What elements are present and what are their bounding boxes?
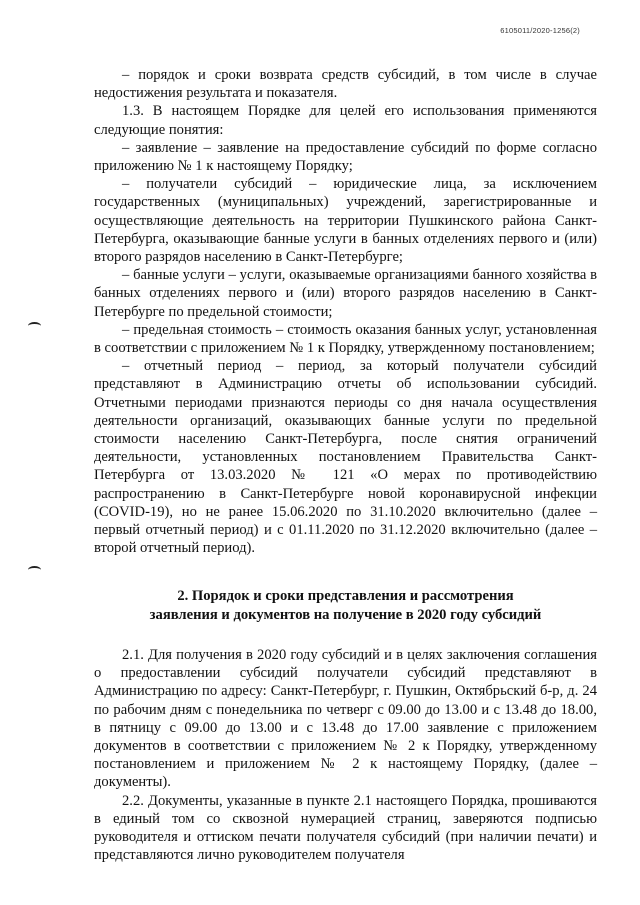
section-heading-line: заявления и документов на получение в 2020 году субсидий <box>149 606 542 623</box>
hole-punch-mark <box>28 566 41 574</box>
paragraph: – банные услуги – услуги, оказываемые организациями банного хозяйства в банных отделениях первого и (или) второго разрядов населению в Санкт-Петербурге по предельной стоимости; <box>94 267 597 320</box>
hole-punch-mark <box>28 322 41 330</box>
paragraph: 2.1. Для получения в 2020 году субсидий и в целях заключения соглашения о предоставлении субсидий получатели субсидий представляют в Администрацию по адресу: Санкт-Петербург, г. Пушкин, Октябрьский б-р, д. 24 по рабочим дням с понедельника по четверг с 09.00 до 13.00 и с 13.48 до 18.00, в пятницу с 09.00 до 13.00 и с 13.48 до 17.00 заявление с приложением документов в соответствии с приложением № 2 к Порядку, утвержденному постановлением и приложением № 2 к настоящему Порядку, (далее – документы). <box>94 646 597 791</box>
document-body <box>94 66 597 864</box>
paragraph: 2.2. Документы, указанные в пункте 2.1 настоящего Порядка, прошиваются в единый том со сквозной нумерацией страниц, заверяются подписью руководителя и оттиском печати получателя субсидий (при наличии печати) и представляются лично руководителем получателя <box>94 792 597 864</box>
paragraph: – предельная стоимость – стоимость оказания банных услуг, установленная в соответствии с приложением № 1 к Порядку, утвержденному постановлением; <box>94 321 597 357</box>
paragraph: – заявление – заявление на предоставление субсидий по форме согласно приложению № 1 к настоящему Порядку; <box>94 139 597 175</box>
paragraph: – получатели субсидий – юридические лица, за исключением государственных (муниципальных) учреждений, зарегистрированные и осуществляющие деятельность на территории Пушкинского района Санкт-Петербурга, оказывающие банные услуги в банных отделениях первого и (или) второго разрядов населению в Санкт-Петербурге; <box>94 176 597 266</box>
document-code: 6105011/2020-1256(2) <box>500 26 580 35</box>
paragraph: – отчетный период – период, за который получатели субсидий представляют в Администрацию отчеты об использовании субсидий. Отчетными периодами признаются периоды со дня начала осуществления деятельности организаций, оказывающих банные услуги по предельной стоимости населению Санкт-Петербурга, после снятия ограничений деятельности, установленных постановлением Правительства Санкт-Петербурга от 13.03.2020 № 121 «О мерах по противодействию распространению в Санкт-Петербурге новой коронавирусной инфекции (COVID-19), но не ранее 15.06.2020 по 31.10.2020 включительно (далее – первый отчетный период) и с 01.11.2020 по 31.12.2020 включительно (далее – второй отчетный период). <box>94 358 597 557</box>
paragraph: – порядок и сроки возврата средств субсидий, в том числе в случае недостижения результата и показателя. <box>94 67 597 102</box>
section-heading-line: 2. Порядок и сроки представления и рассмотрения <box>177 588 514 605</box>
paragraph: 1.3. В настоящем Порядке для целей его использования применяются следующие понятия: <box>94 103 597 138</box>
